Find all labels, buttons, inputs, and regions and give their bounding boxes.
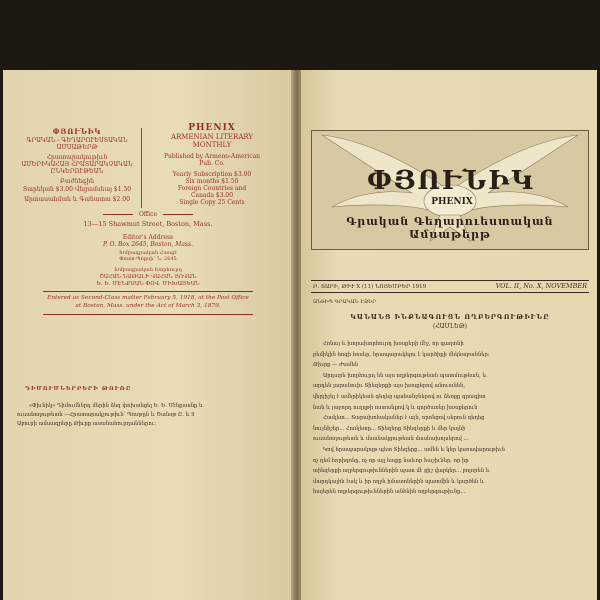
article-line: Կով հրապարակոյթ պետ Տիեզերք... ամեն և կեր կառավարութիւն [323, 447, 505, 453]
office-rule-right [163, 214, 193, 215]
left-page [3, 70, 293, 600]
armenian-masthead-title: ՓՅՈՒՆԻԿ [52, 127, 102, 136]
armenian-publisher-2: ԱՄԵՐԻԿԱՀԱՅ ՀՐԱՏԱՐԱԿՉԱԿԱՆ [21, 161, 133, 168]
english-price-2: Six months $1.50 [185, 178, 239, 185]
english-subtitle-1: ARMENIAN LITERARY [170, 133, 254, 141]
armenian-editor-address-1: Խմբագրական Հասցէ [119, 250, 177, 256]
article-line: նան և յաջորդ ուղղթի ոստանքով կ և գործառեր խօսքերուն [313, 404, 478, 411]
notice-line-3: Աբուրի ամսագրերը Թիւրք ասանահուրդաններու: [17, 421, 156, 427]
armenian-subtitle-2: ԱՄՍԱԹԵՐԹ [56, 144, 98, 151]
entered-rule-bottom [43, 314, 253, 315]
masthead-banner [311, 130, 589, 250]
article-subtitle: (ՀԱՄԼԵԹ) [433, 323, 467, 330]
article-line: վերյիշել է ամերիկեան գեղեց պահանջներով ու ձեռքը գրագիտ [313, 394, 486, 400]
editorial-board-label: Խմբագրական Խորհուրդ [113, 267, 183, 273]
english-masthead-title: PHENIX [188, 123, 236, 133]
editor-label: Editor's Address [122, 234, 174, 241]
article-line: ուսանողութեան և մասնակցութեան մասնախոյսերով ... [313, 436, 469, 443]
editor-address: P. O. Box 2645, Boston, Mass. [102, 241, 193, 248]
article-line: Համլետ... Տարախոհականեր է այն, որոնցով սերուն զեղեց [323, 415, 485, 422]
armenian-price-2: Արտասահման և Գանատա $2.00 [24, 196, 130, 203]
article-line: ոչ դեմ հորիզոնը, ոչ որ այլ եաքը նաևոր հաշիւներ, որ իր [313, 457, 469, 464]
column-divider [141, 128, 142, 208]
article-line: Թիւրք — Ժամեն [313, 362, 358, 369]
article-line: նույնիշեր... Համլետը... Տիեզերք Տիեզերքի և մեր կալնի [313, 425, 466, 432]
masthead-tagline: Գրական Գեղարուեստական Ամսաթերթ [346, 215, 554, 241]
issue-line-armenian: Բ. ՏԱՐԻ, ԹԻՒ X (11) ՆՈՅԵՄԲԵՐ 1919 [313, 284, 427, 290]
armenian-editor-address-2: Փոստ-Պոքսի՝ Ն. 2645 [119, 256, 177, 262]
entered-rule-top [43, 291, 253, 292]
english-subtitle-2: MONTHLY [192, 141, 232, 149]
open-magazine [3, 70, 597, 600]
office-rule-left [103, 214, 133, 215]
entered-notice-1: Entered as Second-Class matter February 5, 1918, at the Post Office [47, 295, 249, 301]
article-title: ԿԱՆԱՆՑ ԻՆՔՆԱԳՈՒՑՆ ՈՂԲԵՐԳՈՒԹԻՒՆԸ [350, 313, 550, 321]
article-line: մարդկային էակ և իր ողջն իմաստներին պատմին և կարծեն և [313, 478, 485, 485]
notice-title: ԴԻՄՈՒՄՆԵՐԲԵՐԻ ԹՈՒՌԸ [25, 386, 132, 392]
english-price-1: Yearly Subscription $3.00 [172, 171, 252, 178]
notice-line-1: «Փիւնիկ» Դիմումներդ մերին ձեզ փոխանցել Ե. Ե. Մէնքսանը և [29, 403, 204, 409]
armenian-subtitle-1: ԳՐԱԿԱՆ - ԳԵՂԱՐՈՒԵՍՏԱԿԱՆ [26, 137, 128, 144]
article-line: արդեն լարանուիւ Տիեզերքի այս խօսքերով անուանեն, [313, 383, 465, 390]
issue-line-english: VOL. II, No. X, NOVEMBER [495, 282, 587, 290]
article-line: Արդարե խորհուրդ են այս ողբերգութեան պատմութեան, և [323, 372, 487, 379]
section-label: ԱՆՏԻՊ ԳՐԱԿԱՆ ԷՋԵՐ [313, 299, 377, 305]
armenian-subscription-head: Բաժնեգին [60, 178, 94, 185]
office-address: 13—15 Shawmut Street, Boston, Mass. [83, 220, 213, 228]
article-line: բեմիկին հոգի հոսեր, հրապարակելու է կարծիքի մեկնաբաններ: [313, 351, 490, 358]
right-page [301, 70, 597, 600]
editorial-names-1: ՇԱՀԱՆ ՆԱԹԱԼԻ ՎԱՀԱՆ ՅՈՎԱՆ [99, 274, 197, 280]
english-price-4: Canada $3.00 [190, 192, 234, 199]
english-price-3: Foreign Countries and [177, 185, 247, 192]
issue-rule-bottom [311, 292, 589, 293]
article-line: Հոնայ և խորախորհուրդ խօսքերի մէջ, որ գաղտնի [323, 341, 464, 347]
article-line: հայերեն ողբերգութիւններին անհնին ողբերգութիւնը... [313, 489, 466, 496]
issue-rule-top [311, 280, 589, 281]
editorial-names-2: Ե. Ե. ՄԷՆՔՍԱՆ ՓՈՎ. ՄԻԽԱՅԵԱՆ [96, 281, 200, 287]
english-publisher-1: Published by Armeno-American [163, 153, 261, 160]
masthead-english: PHENIX [431, 197, 473, 207]
masthead-logo: ՓՅՈՒՆԻԿ [366, 166, 536, 196]
office-label: Office [138, 211, 157, 218]
armenian-publisher-3: ԸՆԿԵՐՈՒԹԵԱՆ [50, 168, 104, 175]
english-price-5: Single Copy 25 Cents [179, 199, 245, 206]
armenian-publisher-1: Հրատարակութիւն [46, 154, 108, 161]
entered-notice-2: at Boston, Mass. under the Act of March 3, 1879. [75, 303, 221, 309]
notice-line-2: ուսանողութեան —Հրատարակչութիւն՝ Պոսթըն և Ծանօթ Ը. և 9 [17, 412, 195, 418]
armenian-price-1: Տարեկան $3.00 Վեցամսեայ $1.50 [22, 186, 132, 193]
english-publisher-2: Pub. Co. [199, 160, 225, 167]
article-line: տիեզերքի ողբերգութիւններին պատ մէ ցիշ վարկեր... բոլորեն և [313, 468, 490, 475]
